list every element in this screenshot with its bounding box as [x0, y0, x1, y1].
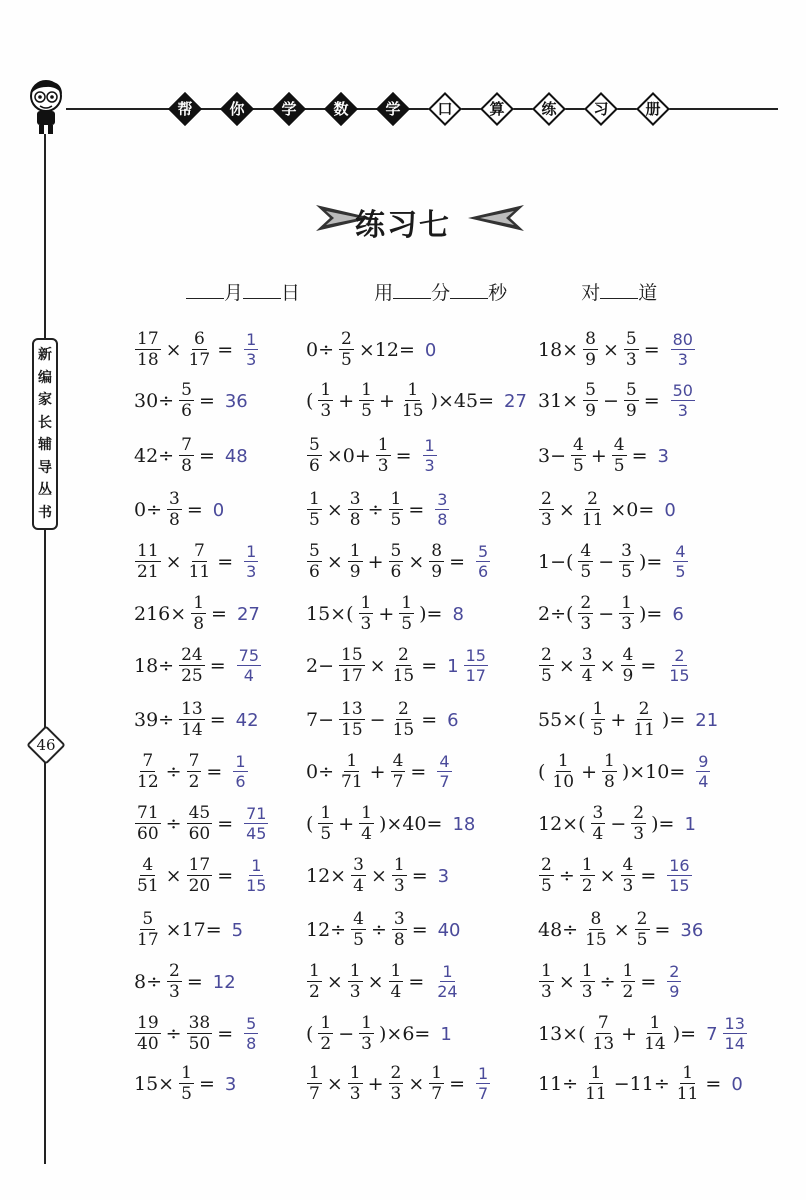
- count-label: 道: [638, 282, 658, 304]
- problem-answer: $\frac{4}{7}$: [439, 752, 450, 791]
- problem-question: $\frac{5}{17}$ ×17=: [137, 909, 222, 950]
- problem-answer: 3: [437, 865, 450, 887]
- problem-answer: 0: [664, 499, 676, 521]
- side-label: [32, 338, 58, 530]
- problem-answer: $\frac{2}{9}$: [669, 962, 680, 1001]
- problem-item: [536, 956, 684, 1008]
- problem-question: $\frac{2}{3}$ × $\frac{2}{11}$ ×0=: [541, 489, 655, 530]
- problem-question: $\frac{1}{7}$ × $\frac{1}{3}$ + $\frac{2}{3}$ × $\frac{1}{7}$ =: [309, 1063, 465, 1104]
- problem-question: 0÷ $\frac{3}{8}$ =: [134, 489, 203, 530]
- problem-answer: $\frac{1}{6}$: [235, 752, 246, 791]
- problem-answer: $\frac{1}{15}$: [246, 856, 267, 895]
- problem-answer: $\frac{5}{8}$: [246, 1014, 257, 1053]
- problem-answer: 27: [504, 390, 527, 412]
- problem-answer: 1: [684, 813, 696, 835]
- page-number-text: 46: [36, 736, 56, 754]
- banner-char: 算: [480, 92, 514, 126]
- problem-question: 216× $\frac{1}{8}$ =: [134, 593, 227, 634]
- problem-question: 55×( $\frac{1}{5}$ + $\frac{2}{11}$ )=: [538, 699, 686, 740]
- problem-item: [536, 640, 695, 692]
- problem-question: ( $\frac{1}{3}$ + $\frac{1}{5}$ + $\frac{1}{15}$ )×45=: [306, 380, 494, 421]
- problem-answer: 6: [672, 603, 684, 625]
- banner-char: 数: [324, 92, 358, 126]
- problem-question: 0÷ $\frac{1}{71}$ + $\frac{4}{7}$ =: [306, 751, 427, 792]
- page-title: 练习七: [355, 208, 451, 243]
- problem-item: [132, 430, 250, 482]
- problem-answer: $\frac{3}{8}$: [437, 490, 448, 529]
- problem-question: 18÷ $\frac{24}{25}$ =: [134, 645, 226, 686]
- problem-answer: $\frac{1}{3}$: [246, 330, 257, 369]
- problem-question: 1−( $\frac{4}{5}$ − $\frac{3}{5}$ )=: [538, 541, 663, 582]
- problem-question: $\frac{7}{12}$ ÷ $\frac{7}{2}$ =: [137, 751, 223, 792]
- problem-question: 18× $\frac{8}{9}$ × $\frac{5}{3}$ =: [538, 329, 660, 370]
- problem-question: 15×( $\frac{1}{3}$ + $\frac{1}{5}$ )=: [306, 593, 443, 634]
- problem-question: 12× $\frac{3}{4}$ × $\frac{1}{3}$ =: [306, 855, 428, 896]
- problem-question: $\frac{11}{21}$ × $\frac{7}{11}$ =: [137, 541, 234, 582]
- second-blank[interactable]: [450, 281, 488, 299]
- problem-answer: 6: [447, 709, 459, 731]
- correct-label: 对: [581, 282, 601, 304]
- banner-char: 学: [272, 92, 306, 126]
- problem-question: $\frac{1}{2}$ × $\frac{1}{3}$ × $\frac{1}{4}$ =: [309, 961, 425, 1002]
- minute-blank[interactable]: [393, 281, 431, 299]
- problem-answer: $\frac{1}{3}$: [424, 436, 435, 475]
- problem-answer: $\frac{1}{3}$: [246, 542, 257, 581]
- problem-answer: 0: [731, 1073, 743, 1095]
- side-label-char: 导: [38, 459, 52, 476]
- problem-answer: 1: [440, 1023, 452, 1045]
- side-label-char: 编: [38, 369, 52, 386]
- problem-item: [132, 1008, 261, 1060]
- month-label: 月: [224, 282, 244, 304]
- problem-answer: $\frac{4}{5}$: [675, 542, 686, 581]
- side-rule: [44, 134, 46, 1164]
- problem-question: 11÷ $\frac{1}{11}$ −11÷ $\frac{1}{11}$ =: [538, 1063, 722, 1104]
- page-number: [26, 725, 66, 765]
- problem-answer: 36: [224, 390, 248, 412]
- problem-item: [132, 588, 262, 640]
- problem-item: [304, 484, 452, 536]
- side-label-char: 辅: [38, 437, 52, 454]
- problem-question: 12×( $\frac{3}{4}$ − $\frac{2}{3}$ )=: [538, 803, 675, 844]
- problem-answer: 3: [657, 445, 669, 467]
- problem-item: [132, 640, 264, 692]
- banner-char: 帮: [168, 92, 202, 126]
- problem-answer: $\frac{80}{3}$: [672, 330, 693, 369]
- problem-question: 48÷ $\frac{8}{15}$ × $\frac{2}{5}$ =: [538, 909, 671, 950]
- problem-item: [132, 375, 250, 427]
- problem-grid: [132, 324, 792, 1124]
- problem-item: [132, 694, 261, 746]
- problem-question: $\frac{2}{5}$ × $\frac{3}{4}$ × $\frac{4}{9}$ =: [541, 645, 657, 686]
- problem-question: $\frac{2}{5}$ ÷ $\frac{1}{2}$ × $\frac{4}{3}$ =: [541, 855, 657, 896]
- problem-item: [132, 798, 271, 850]
- problem-item: [304, 798, 477, 850]
- problem-item: [536, 798, 698, 850]
- problem-question: ( $\frac{1}{2}$ − $\frac{1}{3}$ )×6=: [306, 1013, 431, 1054]
- problem-item: [304, 536, 493, 588]
- problem-answer: 40: [437, 919, 461, 941]
- banner-char: 学: [376, 92, 410, 126]
- problem-question: ( $\frac{1}{10}$ + $\frac{1}{8}$ )×10=: [538, 751, 686, 792]
- problem-item: [132, 850, 271, 902]
- problem-question: 8÷ $\frac{2}{3}$ =: [134, 961, 203, 1002]
- problem-item: [304, 850, 451, 902]
- problem-question: 2÷( $\frac{2}{3}$ − $\frac{1}{3}$ )=: [538, 593, 663, 634]
- problem-answer: 0: [212, 499, 225, 521]
- problem-question: 31× $\frac{5}{9}$ − $\frac{5}{9}$ =: [538, 380, 660, 421]
- day-label: 日: [281, 282, 301, 304]
- problem-answer: $\frac{75}{4}$: [238, 646, 260, 685]
- info-line: [186, 278, 657, 305]
- problem-item: [536, 1008, 750, 1060]
- problem-item: [132, 324, 261, 376]
- problem-question: ( $\frac{1}{5}$ + $\frac{1}{4}$ )×40=: [306, 803, 443, 844]
- problem-item: [304, 375, 529, 427]
- problem-answer: 21: [695, 709, 719, 731]
- banner-char: 你: [220, 92, 254, 126]
- problem-answer: 1 $\frac{15}{17}$: [447, 646, 486, 685]
- problem-item: [536, 694, 720, 746]
- second-label: 秒: [488, 282, 508, 304]
- problem-answer: 3: [224, 1073, 237, 1095]
- banner-char: 习: [584, 92, 618, 126]
- problem-item: [304, 1058, 493, 1110]
- problem-item: [536, 536, 691, 588]
- side-label-char: 长: [38, 414, 52, 431]
- problem-item: [536, 746, 713, 798]
- right-arrow-icon: [468, 205, 524, 235]
- problem-question: $\frac{19}{40}$ ÷ $\frac{38}{50}$ =: [137, 1013, 234, 1054]
- problem-answer: 27: [236, 603, 260, 625]
- problem-item: [304, 324, 438, 376]
- problem-item: [132, 904, 245, 956]
- side-label-char: 家: [38, 392, 52, 409]
- problem-answer: $\frac{71}{45}$: [246, 804, 267, 843]
- problem-question: $\frac{1}{3}$ × $\frac{1}{3}$ ÷ $\frac{1}{2}$ =: [541, 961, 657, 1002]
- problem-item: [304, 640, 491, 692]
- banner-char: 册: [636, 92, 670, 126]
- problem-item: [536, 588, 686, 640]
- problem-answer: 42: [235, 709, 259, 731]
- problem-question: 42÷ $\frac{7}{8}$ =: [134, 435, 215, 476]
- problem-answer: $\frac{1}{7}$: [478, 1064, 489, 1103]
- problem-answer: $\frac{16}{15}$: [669, 856, 690, 895]
- problem-item: [132, 1058, 238, 1110]
- problem-item: [304, 746, 455, 798]
- problem-answer: 48: [224, 445, 248, 467]
- problem-item: [304, 694, 461, 746]
- problem-item: [536, 375, 698, 427]
- problem-answer: $\frac{2}{15}$: [669, 646, 690, 685]
- problem-question: 12÷ $\frac{4}{5}$ ÷ $\frac{3}{8}$ =: [306, 909, 428, 950]
- problem-question: $\frac{5}{6}$ × $\frac{1}{9}$ + $\frac{5}{6}$ × $\frac{8}{9}$ =: [309, 541, 465, 582]
- banner-char: 口: [428, 92, 462, 126]
- side-label-char: 丛: [38, 482, 52, 499]
- problem-item: [132, 746, 251, 798]
- correct-blank[interactable]: [600, 281, 638, 299]
- problem-answer: $\frac{1}{24}$: [437, 962, 458, 1001]
- minute-label: 分: [431, 282, 451, 304]
- problem-question: $\frac{5}{6}$ ×0+ $\frac{1}{3}$ =: [309, 435, 412, 476]
- problem-item: [132, 484, 226, 536]
- problem-item: [536, 324, 698, 376]
- problem-question: 30÷ $\frac{5}{6}$ =: [134, 380, 215, 421]
- problem-item: [304, 904, 463, 956]
- problem-answer: 8: [452, 603, 464, 625]
- problem-item: [132, 536, 261, 588]
- problem-question: $\frac{17}{18}$ × $\frac{6}{17}$ =: [137, 329, 234, 370]
- problem-question: $\frac{1}{5}$ × $\frac{3}{8}$ ÷ $\frac{1}{5}$ =: [309, 489, 425, 530]
- problem-answer: $\frac{50}{3}$: [672, 381, 693, 420]
- problem-question: 13×( $\frac{7}{13}$ + $\frac{1}{14}$ )=: [538, 1013, 697, 1054]
- problem-answer: 7 $\frac{13}{14}$: [706, 1014, 745, 1053]
- problem-answer: 12: [212, 971, 236, 993]
- problem-question: 7− $\frac{13}{15}$ − $\frac{2}{15}$ =: [306, 699, 438, 740]
- problem-answer: $\frac{5}{6}$: [478, 542, 489, 581]
- problem-item: [304, 956, 463, 1008]
- problem-question: $\frac{4}{51}$ × $\frac{17}{20}$ =: [137, 855, 234, 896]
- problem-item: [304, 588, 466, 640]
- side-label-char: 新: [38, 347, 52, 364]
- time-label: 用: [374, 282, 394, 304]
- problem-item: [536, 850, 695, 902]
- side-label-char: 书: [38, 504, 52, 521]
- banner-char: 练: [532, 92, 566, 126]
- day-blank[interactable]: [243, 281, 281, 299]
- problem-item: [536, 904, 705, 956]
- problem-question: 15× $\frac{1}{5}$ =: [134, 1063, 215, 1104]
- problem-item: [304, 1008, 454, 1060]
- problem-item: [536, 430, 671, 482]
- problem-item: [304, 430, 440, 482]
- problem-answer: 0: [424, 339, 437, 361]
- problem-answer: 18: [452, 813, 476, 835]
- problem-item: [536, 1058, 745, 1110]
- problem-answer: $\frac{9}{4}$: [698, 752, 709, 791]
- mascot-icon: [22, 78, 74, 136]
- problem-answer: 36: [680, 919, 704, 941]
- problem-question: 0÷ $\frac{2}{5}$ ×12=: [306, 329, 415, 370]
- problem-question: 39÷ $\frac{13}{14}$ =: [134, 699, 226, 740]
- problem-question: 3− $\frac{4}{5}$ + $\frac{4}{5}$ =: [538, 435, 648, 476]
- problem-item: [536, 484, 678, 536]
- problem-question: $\frac{71}{60}$ ÷ $\frac{45}{60}$ =: [137, 803, 234, 844]
- problem-answer: 5: [231, 919, 244, 941]
- problem-question: 2− $\frac{15}{17}$ × $\frac{2}{15}$ =: [306, 645, 438, 686]
- problem-item: [132, 956, 238, 1008]
- header-banner: [168, 92, 688, 126]
- month-blank[interactable]: [186, 281, 224, 299]
